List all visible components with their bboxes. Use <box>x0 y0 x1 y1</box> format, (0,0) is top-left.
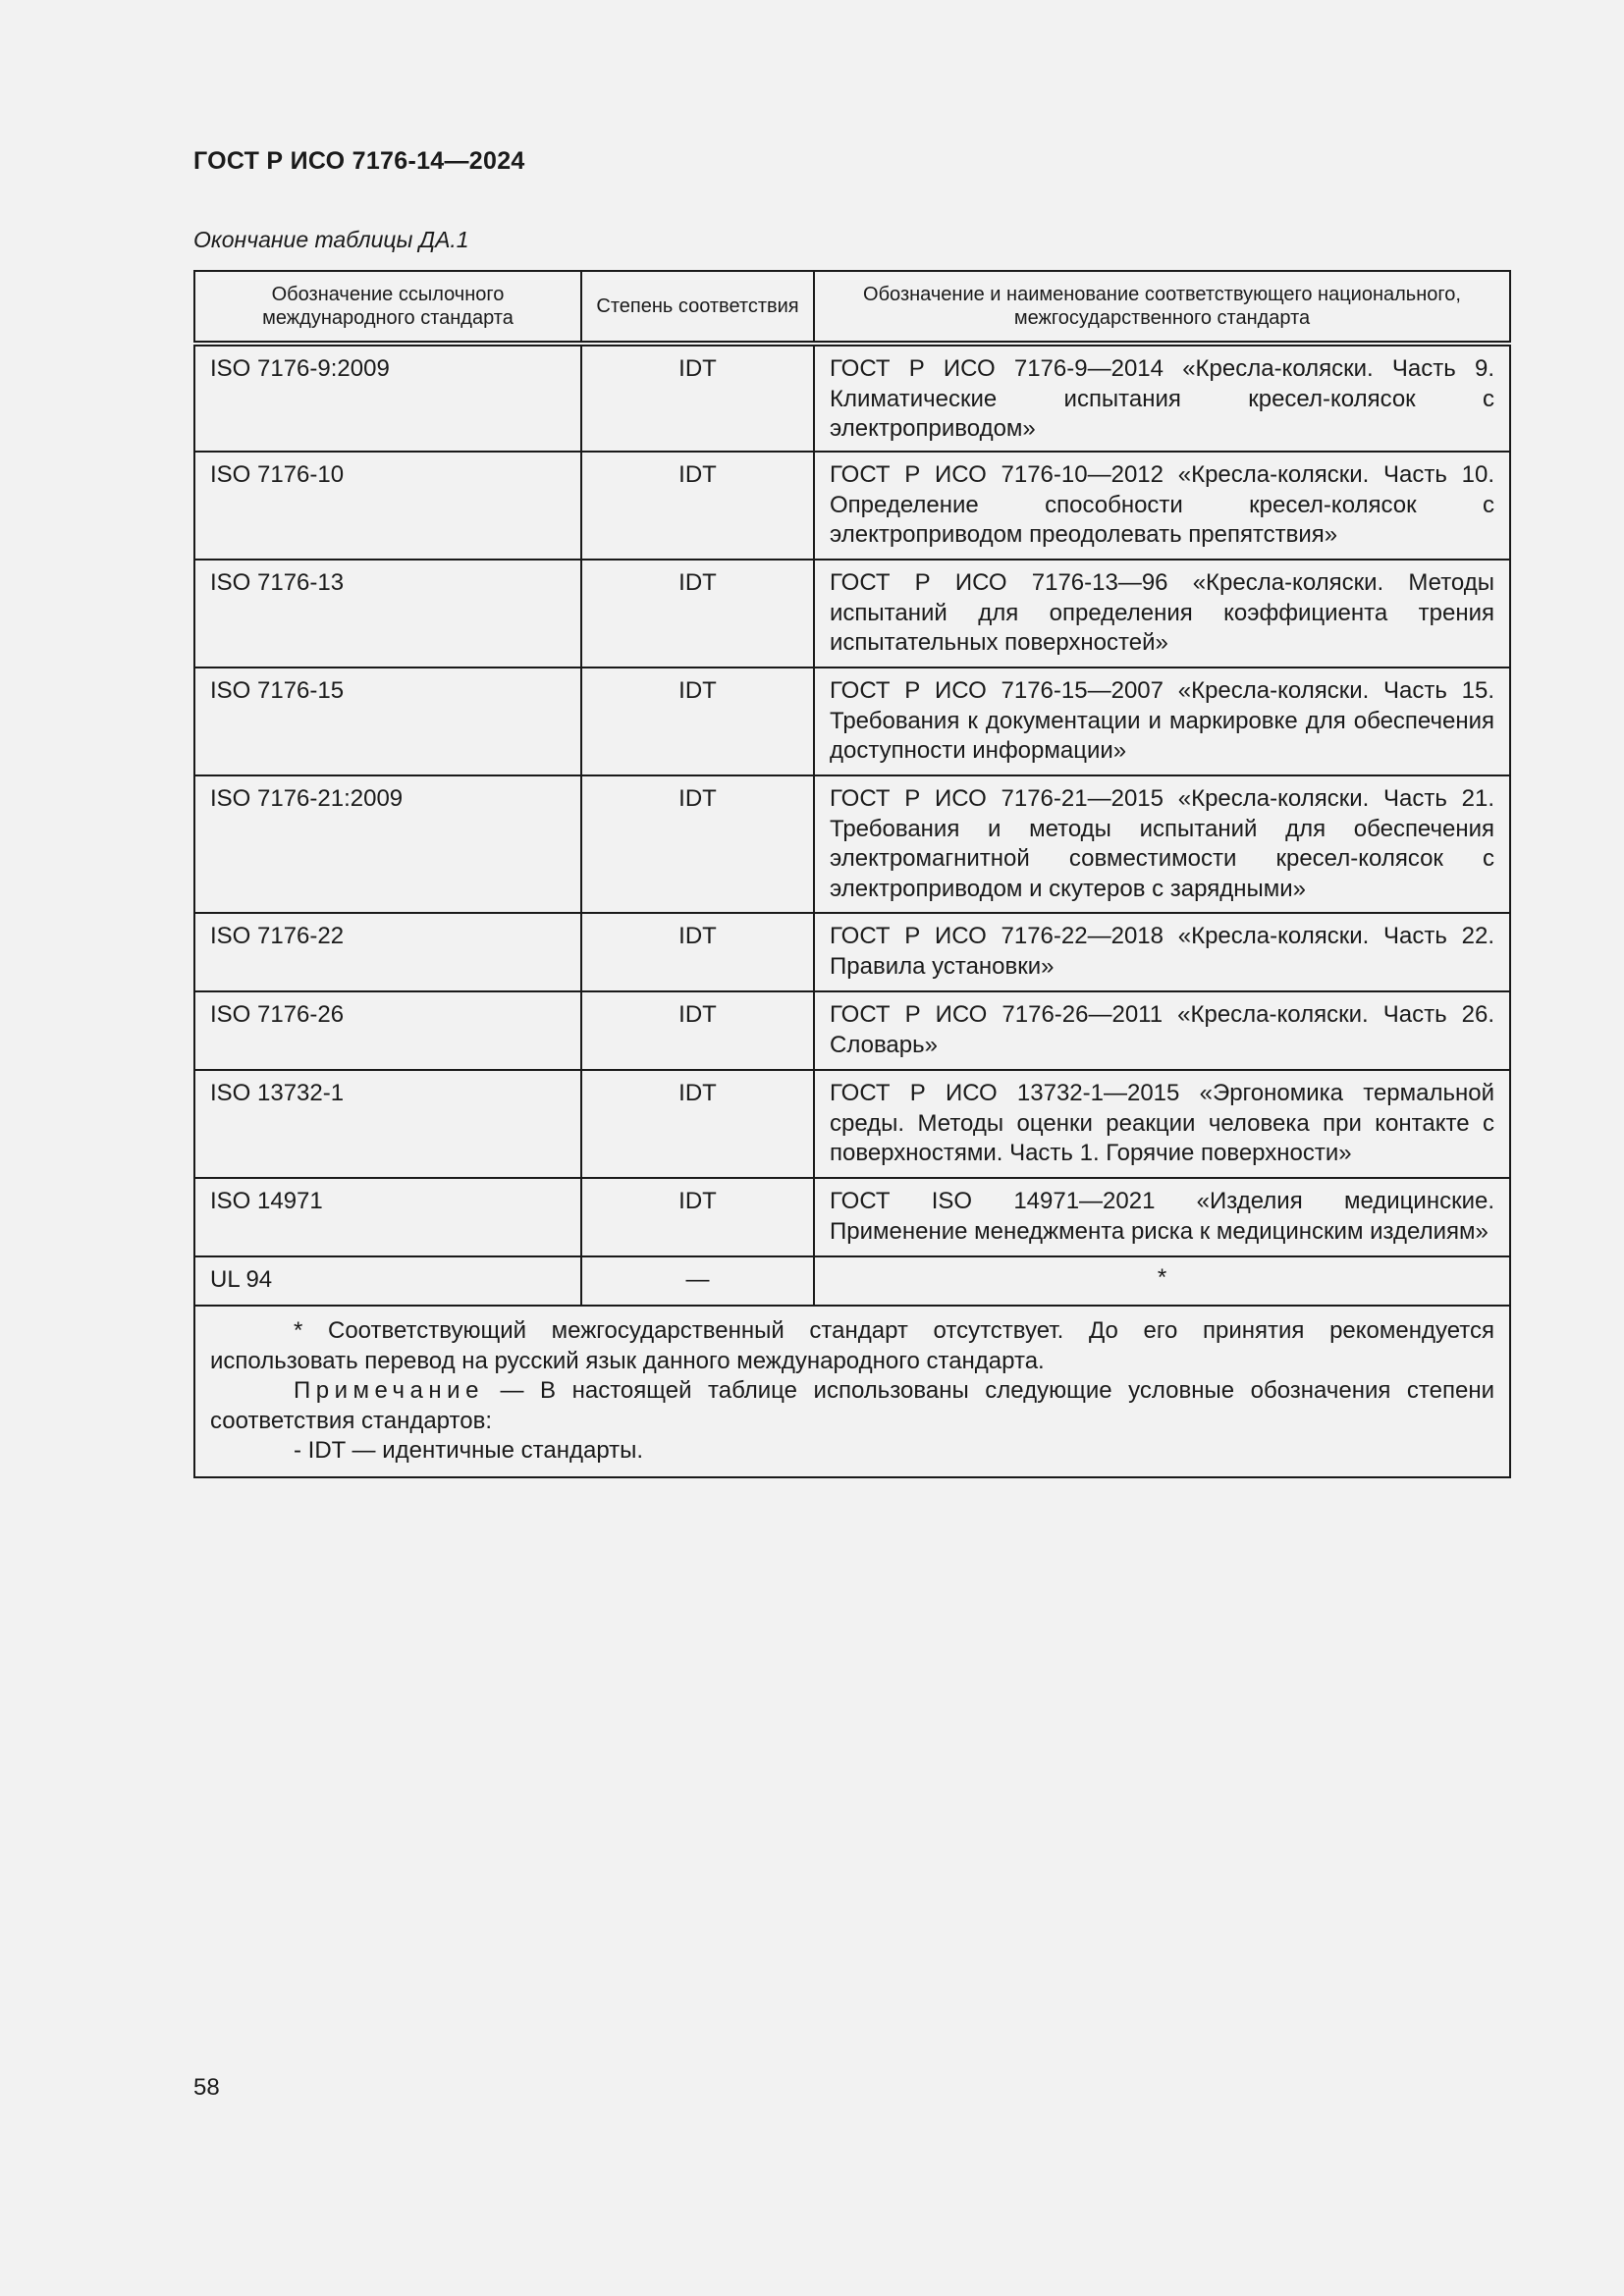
correspondence-degree: IDT <box>581 1070 814 1178</box>
table-row <box>194 667 1510 775</box>
legend-item: - IDT — идентичные стандарты. <box>294 1437 644 1464</box>
iso-designation: ISO 7176-26 <box>194 991 581 1070</box>
iso-designation: ISO 7176-13 <box>194 560 581 667</box>
correspondence-degree: IDT <box>581 1178 814 1256</box>
correspondence-degree: IDT <box>581 452 814 560</box>
national-standard: * <box>814 1256 1510 1306</box>
table-row <box>194 344 1510 452</box>
iso-designation: ISO 7176-22 <box>194 913 581 991</box>
table-row <box>194 1256 1510 1306</box>
national-standard: ГОСТ Р ИСО 7176-13—96 «Кресла-коляски. Методы испытаний для определения коэффициента трения испытательных поверхностей» <box>814 560 1510 667</box>
iso-designation: ISO 13732-1 <box>194 1070 581 1178</box>
correspondence-degree: — <box>581 1256 814 1306</box>
column-header-national: Обозначение и наименование соответствующего национального, межгосударственного стандарта <box>814 271 1510 344</box>
national-standard: ГОСТ Р ИСО 7176-22—2018 «Кресла-коляски. Часть 22. Правила установки» <box>814 913 1510 991</box>
document-code: ГОСТ Р ИСО 7176-14—2024 <box>193 147 525 175</box>
note-label: Примечание <box>294 1377 484 1404</box>
national-standard: ГОСТ Р ИСО 7176-21—2015 «Кресла-коляски. Часть 21. Требования и методы испытаний для обеспечения электромагнитной совместимости кресел-колясок с электроприводом и скутеров с зарядными» <box>814 775 1510 913</box>
column-header-degree: Степень соответствия <box>581 271 814 344</box>
correspondence-degree: IDT <box>581 913 814 991</box>
column-header-iso: Обозначение ссылочного международного стандарта <box>194 271 581 344</box>
correspondence-degree: IDT <box>581 560 814 667</box>
table-footnote-row <box>194 1306 1510 1477</box>
iso-designation: ISO 7176-21:2009 <box>194 775 581 913</box>
national-standard: ГОСТ Р ИСО 7176-10—2012 «Кресла-коляски. Часть 10. Определение способности кресел-колясок с электроприводом преодолевать препятствия» <box>814 452 1510 560</box>
table-row <box>194 1178 1510 1256</box>
iso-designation: ISO 14971 <box>194 1178 581 1256</box>
table-row <box>194 775 1510 913</box>
iso-designation: ISO 7176-15 <box>194 667 581 775</box>
iso-designation: UL 94 <box>194 1256 581 1306</box>
table-caption: Окончание таблицы ДА.1 <box>193 227 469 252</box>
table-header-row <box>194 271 1510 344</box>
correspondence-degree: IDT <box>581 991 814 1070</box>
national-standard: ГОСТ Р ИСО 7176-9—2014 «Кресла-коляски. Часть 9. Климатические испытания кресел-колясок с электроприводом» <box>814 344 1510 452</box>
correspondence-degree: IDT <box>581 775 814 913</box>
national-standard: ГОСТ Р ИСО 7176-15—2007 «Кресла-коляски. Часть 15. Требования к документации и маркировке для обеспечения доступности информации» <box>814 667 1510 775</box>
note-paragraph <box>210 1376 1494 1436</box>
note-text: — В настоящей таблице использованы следующие условные обозначения степени соответствия стандартов: <box>210 1377 1495 1434</box>
correspondence-degree: IDT <box>581 344 814 452</box>
table-row <box>194 452 1510 560</box>
national-standard: ГОСТ Р ИСО 7176-26—2011 «Кресла-коляски. Часть 26. Словарь» <box>814 991 1510 1070</box>
page-number: 58 <box>193 2074 220 2101</box>
correspondence-degree: IDT <box>581 667 814 775</box>
iso-designation: ISO 7176-10 <box>194 452 581 560</box>
table-notes <box>194 1306 1510 1477</box>
correspondence-table <box>193 270 1511 1478</box>
table-row <box>194 991 1510 1070</box>
national-standard: ГОСТ Р ИСО 13732-1—2015 «Эргономика термальной среды. Методы оценки реакции человека при контакте с поверхностями. Часть 1. Горячие поверхности» <box>814 1070 1510 1178</box>
national-standard: ГОСТ ISO 14971—2021 «Изделия медицинские. Применение менеджмента риска к медицинским изделиям» <box>814 1178 1510 1256</box>
table-row <box>194 560 1510 667</box>
footnote-text: * Соответствующий межгосударственный стандарт отсутствует. До его принятия рекомендуется использовать перевод на русский язык данного международного стандарта. <box>210 1317 1494 1374</box>
table-row <box>194 913 1510 991</box>
table-row <box>194 1070 1510 1178</box>
iso-designation: ISO 7176-9:2009 <box>194 344 581 452</box>
